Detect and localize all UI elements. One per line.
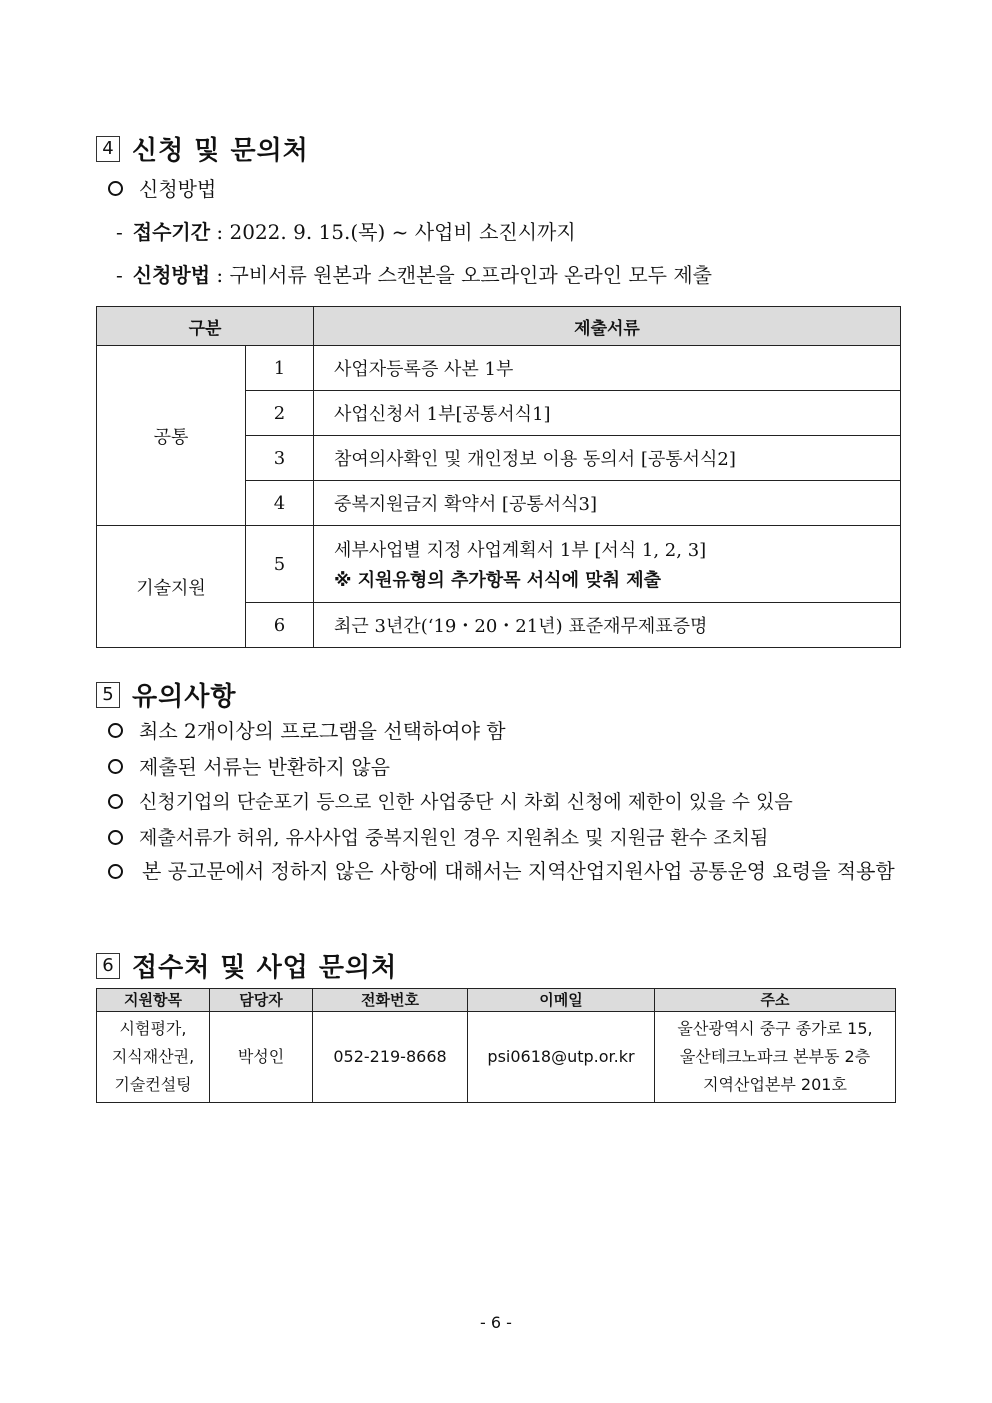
section-6-number: 6	[96, 953, 120, 979]
row-document: 참여의사확인 및 개인정보 이용 동의서 [공통서식2]	[314, 436, 901, 481]
header-phone: 전화번호	[313, 989, 468, 1012]
section-5-title: 유의사항	[132, 682, 237, 712]
notice-text: 제출된 서류는 반환하지 않음	[139, 755, 390, 779]
header-manager: 담당자	[210, 989, 313, 1012]
address-line: 지역산업본부 201호	[703, 1075, 847, 1094]
dash-bullet: -	[116, 263, 123, 287]
table-header-row	[97, 989, 896, 1012]
table-row	[97, 1012, 896, 1103]
notice-text: 제출서류가 허위, 유사사업 중복지원인 경우 지원취소 및 지원금 환수 조치됨	[139, 827, 769, 849]
row-number: 4	[246, 481, 314, 526]
header-category: 구분	[97, 307, 314, 346]
section-6-heading	[96, 947, 397, 984]
notice-text: 최소 2개이상의 프로그램을 선택하여야 함	[139, 719, 506, 743]
method-value: : 구비서류 원본과 스캔본을 오프라인과 온라인 모두 제출	[210, 263, 713, 287]
submission-documents-table	[96, 306, 901, 648]
email-cell: psi0618@utp.or.kr	[468, 1012, 655, 1103]
group-common: 공통	[97, 346, 246, 526]
circle-bullet-icon	[108, 830, 123, 845]
circle-bullet-icon	[108, 794, 123, 809]
header-address: 주소	[655, 989, 896, 1012]
support-item: 시험평가,	[119, 1019, 187, 1038]
header-email: 이메일	[468, 989, 655, 1012]
row-number: 6	[246, 603, 314, 648]
support-items-cell	[97, 1012, 210, 1103]
period-value: : 2022. 9. 15.(목) ~ 사업비 소진시까지	[210, 220, 576, 244]
contact-table	[96, 988, 896, 1103]
notice-item	[108, 857, 898, 886]
page-number: - 6 -	[480, 1313, 512, 1332]
address-line: 울산광역시 중구 종가로 15,	[677, 1019, 873, 1038]
period-label: 접수기간	[132, 220, 211, 244]
table-header-row	[97, 307, 901, 346]
row-number: 5	[246, 526, 314, 603]
header-support-item: 지원항목	[97, 989, 210, 1012]
notice-text: 본 공고문에서 정하지 않은 사항에 대해서는 지역산업지원사업 공통운영 요령을 적용함	[142, 859, 895, 883]
row-document: 사업자등록증 사본 1부	[314, 346, 901, 391]
method-heading	[108, 173, 216, 202]
notice-item	[108, 751, 390, 780]
section-4-number: 4	[96, 136, 120, 162]
method-line	[116, 259, 712, 288]
manager-cell: 박성인	[210, 1012, 313, 1103]
address-line: 울산테크노파크 본부동 2층	[679, 1047, 871, 1066]
row-note: ※ 지원유형의 추가항목 서식에 맞춰 제출	[334, 570, 662, 591]
circle-bullet-icon	[108, 723, 123, 738]
address-cell	[655, 1012, 896, 1103]
row-document: 중복지원금지 확약서 [공통서식3]	[314, 481, 901, 526]
period-line	[116, 216, 576, 245]
method-heading-text: 신청방법	[139, 177, 217, 201]
section-5-heading	[96, 676, 236, 713]
row-document: 최근 3년간(‘19・20・21년) 표준재무제표증명	[314, 603, 901, 648]
notice-item	[108, 715, 506, 744]
row-document: 사업신청서 1부[공통서식1]	[314, 391, 901, 436]
section-4-title: 신청 및 문의처	[132, 136, 309, 166]
circle-bullet-icon	[108, 759, 123, 774]
row-document: 세부사업별 지정 사업계획서 1부 [서식 1, 2, 3]	[334, 540, 707, 561]
notice-text: 신청기업의 단순포기 등으로 인한 사업중단 시 차회 신청에 제한이 있을 수 있음	[139, 791, 793, 813]
row-number: 3	[246, 436, 314, 481]
section-6-title: 접수처 및 사업 문의처	[132, 953, 398, 983]
notice-item	[108, 823, 768, 850]
header-documents: 제출서류	[314, 307, 901, 346]
section-5-number: 5	[96, 682, 120, 708]
section-4-heading	[96, 130, 309, 167]
support-item: 지식재산권,	[111, 1047, 195, 1066]
method-label: 신청방법	[132, 263, 211, 287]
row-number: 1	[246, 346, 314, 391]
row-number: 2	[246, 391, 314, 436]
table-row	[97, 346, 901, 391]
phone-cell: 052-219-8668	[313, 1012, 468, 1103]
row-document-5	[314, 526, 901, 603]
circle-bullet-icon	[108, 864, 123, 879]
table-row	[97, 526, 901, 603]
support-item: 기술컨설팅	[114, 1075, 192, 1094]
dash-bullet: -	[116, 220, 123, 244]
group-tech: 기술지원	[97, 526, 246, 648]
notice-item	[108, 787, 793, 814]
circle-bullet-icon	[108, 181, 123, 196]
